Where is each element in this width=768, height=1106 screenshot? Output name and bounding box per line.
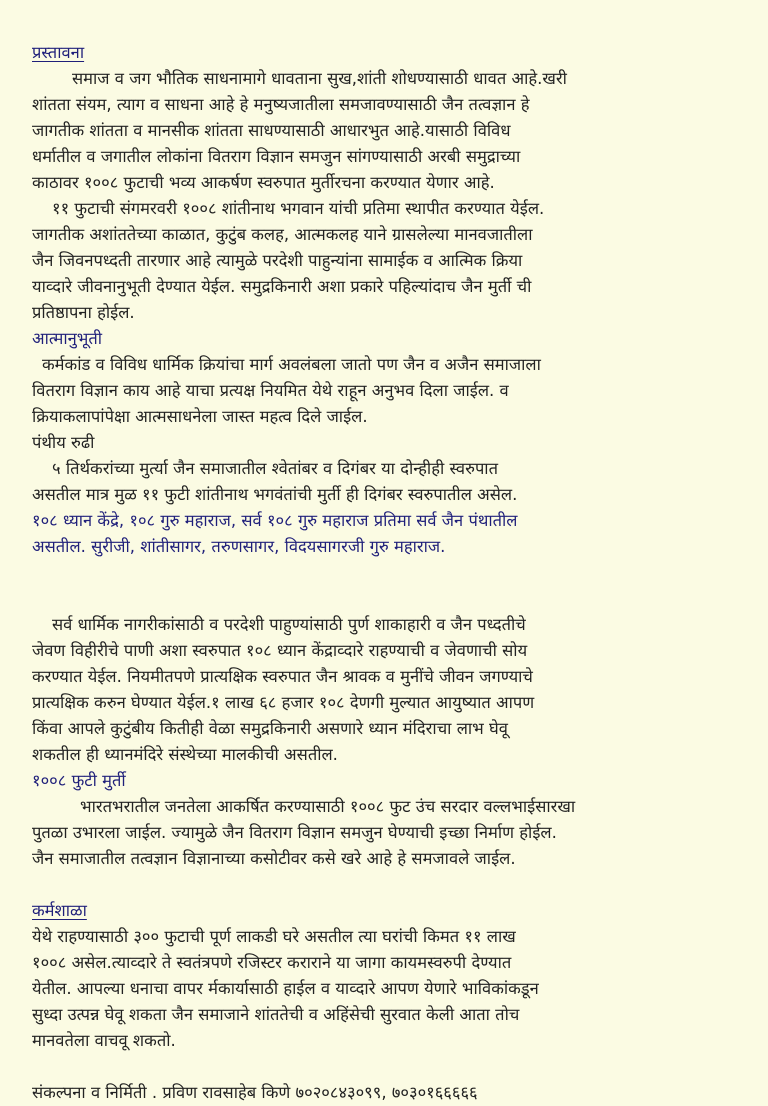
text-line: करण्यात येईल. नियमीतपणे प्रात्यक्षिक स्वरुपात जैन श्रावक व मुनींचे जीवन जगण्याचे (32, 667, 533, 686)
text-line: समाज व जग भौतिक साधनामागे धावताना सुख,शांती शोधण्यासाठी धावत आहे.खरी (72, 69, 567, 88)
text-line: प्रतिष्ठापना होईल. (32, 303, 135, 322)
text-line: क्रियाकलापांपेक्षा आत्मसाधनेला जास्त महत्व दिले जाईल. (32, 407, 368, 426)
text-line: ११ फुटाची संगमरवरी १००८ शांतीनाथ भगवान यांची प्रतिमा स्थापीत करण्यात येईल. (52, 199, 545, 218)
text-line: १००८ असेल.त्याव्दारे ते स्वतंत्रपणे रजिस्टर कराराने या जागा कायमस्वरुपी देण्यात (32, 953, 512, 972)
text-line: जागतीक अशांततेच्या काळात, कुटुंब कलह, आत्मकलह याने ग्रासलेल्या मानवजातीला (32, 225, 533, 244)
text-line: असतील. सुरीजी, शांतीसागर, तरुणसागर, विदयसागरजी गुरु महाराज. (32, 537, 446, 556)
spacer (32, 872, 716, 898)
text-line: भारतभरातील जनतेला आकर्षित करण्यासाठी १००८ फुट उंच सरदार वल्लभाईसारखा (80, 797, 576, 816)
heading-prastavana: प्रस्तावना (32, 43, 85, 62)
text-line: जागतीक शांतता व मानसीक शांतता साधण्यासाठी आधारभुत आहे.यासाठी विविध (32, 121, 511, 140)
heading-atmanubhuti: आत्मानुभूती (32, 329, 103, 348)
text-line: येथे राहण्यासाठी ३०० फुटाची पूर्ण लाकडी घरे असतील त्या घरांची किमत ११ लाख (32, 927, 516, 946)
text-line: वितराग विज्ञान काय आहे याचा प्रत्यक्ष नियमित येथे राहून अनुभव दिला जाईल. व (32, 381, 509, 400)
text-line: जैन जिवनपध्दती तारणार आहे त्यामुळे परदेशी पाहुन्यांना सामाईक व आत्मिक क्रिया (32, 251, 523, 270)
text-line: सर्व धार्मिक नागरीकांसाठी व परदेशी पाहुण्यांसाठी पुर्ण शाकाहारी व जैन पध्दतीचे (52, 615, 526, 634)
text-line: धर्मातील व जगातील लोकांना वितराग विज्ञान समजुन सांगण्यासाठी अरबी समुद्राच्या (32, 147, 521, 166)
text-line: सुध्दा उत्पन्न घेवू शकता जैन समाजाने शांततेची व अहिंसेची सुरवात केली आता तोच (32, 1005, 520, 1024)
text-line: याव्दारे जीवनानुभूती देण्यात येईल. समुद्रकिनारी अशा प्रकारे पहिल्यांदाच जैन मुर्ती ची (32, 277, 532, 296)
text-line: शांतता संयम, त्याग व साधना आहे हे मनुष्यजातीला समजावण्यासाठी जैन तत्वज्ञान हे (32, 95, 530, 114)
text-line: येतील. आपल्या धनाचा वापर र्मकार्यासाठी हाईल व याव्दारे आपण येणारे भाविकांकडून (32, 979, 539, 998)
text-line: १०८ ध्यान केंद्रे, १०८ गुरु महाराज, सर्व १०८ गुरु महाराज प्रतिमा सर्व जैन पंथातील (32, 511, 518, 530)
text-line: काठावर १००८ फुटाची भव्य आकर्षण स्वरुपात मुर्तीरचना करण्यात येणार आहे. (32, 173, 495, 192)
heading-murti: १००८ फुटी मुर्ती (32, 771, 126, 790)
text-line: प्रात्यक्षिक करुन घेण्यात येईल.१ लाख ६८ हजार १०८ देणगी मुल्यात आयुष्यात आपण (32, 693, 535, 712)
text-line: शकतील ही ध्यानमंदिरे संस्थेच्या मालकीची असतील. (32, 745, 338, 764)
text-line: असतील मात्र मुळ ११ फुटी शांतीनाथ भगवंतांची मुर्ती ही दिगंबर स्वरुपातील असेल. (32, 485, 518, 504)
footer-credits: संकल्पना व निर्मिती . प्रविण रावसाहेब किणे ७०२०८४३०९९, ७०३०१६६६६६ (32, 1083, 478, 1102)
text-line: मानवतेला वाचवू शकतो. (32, 1031, 176, 1050)
text-line: पुतळा उभारला जाईल. ज्यामुळे जैन वितराग विज्ञान समजुन घेण्याची इच्छा निर्माण होईल. (32, 823, 557, 842)
spacer (32, 560, 716, 612)
heading-karmashala: कर्मशाळा (32, 901, 87, 920)
text-line: कर्मकांड व विविध धार्मिक क्रियांचा मार्ग अवलंबला जातो पण जैन व अजैन समाजाला (42, 355, 541, 374)
text-line: जैन समाजातील तत्वज्ञान विज्ञानाच्या कसोटीवर कसे खरे आहे हे समजावले जाईल. (32, 849, 516, 868)
heading-panthiya: पंथीय रुढी (32, 433, 95, 452)
text-line: जेवण विहीरीचे पाणी अशा स्वरुपात १०८ ध्यान केंद्राव्दारे राहण्याची व जेवणाची सोय (32, 641, 528, 660)
text-line: किंवा आपले कुटुंबीय कितीही वेळा समुद्रकिनारी असणारे ध्यान मंदिराचा लाभ घेवू (32, 719, 508, 738)
text-line: ५ तिर्थकरांच्या मुर्त्या जैन समाजातील श्वेतांबर व दिगंबर या दोन्हीही स्वरुपात (52, 459, 498, 478)
